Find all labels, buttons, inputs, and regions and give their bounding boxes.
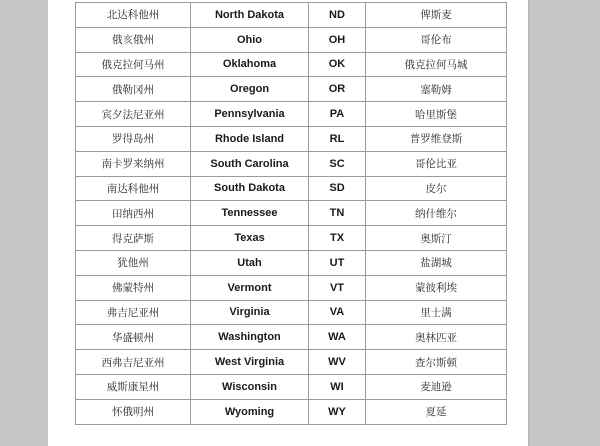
table-row bbox=[76, 250, 507, 275]
state-abbreviation: UT bbox=[309, 250, 366, 275]
state-capital-chinese: 麦迪逊 bbox=[366, 374, 507, 399]
state-name-chinese: 南卡罗来纳州 bbox=[76, 151, 191, 176]
state-name-chinese: 宾夕法尼亚州 bbox=[76, 102, 191, 127]
table-row bbox=[76, 374, 507, 399]
state-name-chinese: 威斯康星州 bbox=[76, 374, 191, 399]
state-abbreviation: TN bbox=[309, 201, 366, 226]
state-abbreviation: VA bbox=[309, 300, 366, 325]
state-name-english: Virginia bbox=[191, 300, 309, 325]
state-capital-chinese: 俾斯麦 bbox=[366, 3, 507, 28]
state-capital-chinese: 纳什维尔 bbox=[366, 201, 507, 226]
table-row bbox=[76, 151, 507, 176]
state-abbreviation: RL bbox=[309, 126, 366, 151]
state-capital-chinese: 查尔斯顿 bbox=[366, 350, 507, 375]
state-name-chinese: 田纳西州 bbox=[76, 201, 191, 226]
table-row bbox=[76, 126, 507, 151]
state-abbreviation: SC bbox=[309, 151, 366, 176]
state-name-english: Washington bbox=[191, 325, 309, 350]
table-row bbox=[76, 201, 507, 226]
state-capital-chinese: 俄克拉何马城 bbox=[366, 52, 507, 77]
table-row bbox=[76, 226, 507, 251]
state-capital-chinese: 里士满 bbox=[366, 300, 507, 325]
state-abbreviation: OK bbox=[309, 52, 366, 77]
state-capital-chinese: 夏延 bbox=[366, 399, 507, 424]
state-capital-chinese: 哈里斯堡 bbox=[366, 102, 507, 127]
state-capital-chinese: 普罗维登斯 bbox=[366, 126, 507, 151]
state-abbreviation: SD bbox=[309, 176, 366, 201]
state-capital-chinese: 奥林匹亚 bbox=[366, 325, 507, 350]
state-name-english: West Virginia bbox=[191, 350, 309, 375]
state-name-chinese: 罗得岛州 bbox=[76, 126, 191, 151]
table-row bbox=[76, 176, 507, 201]
state-name-english: Oregon bbox=[191, 77, 309, 102]
document-page bbox=[48, 0, 530, 446]
state-name-english: Wyoming bbox=[191, 399, 309, 424]
state-name-english: South Dakota bbox=[191, 176, 309, 201]
state-name-chinese: 得克萨斯 bbox=[76, 226, 191, 251]
table-row bbox=[76, 325, 507, 350]
state-abbreviation: ND bbox=[309, 3, 366, 28]
table-row bbox=[76, 77, 507, 102]
table-row bbox=[76, 275, 507, 300]
state-abbreviation: OR bbox=[309, 77, 366, 102]
us-states-table-body bbox=[76, 3, 507, 425]
table-row bbox=[76, 300, 507, 325]
table-row bbox=[76, 102, 507, 127]
state-name-english: Wisconsin bbox=[191, 374, 309, 399]
state-name-english: Tennessee bbox=[191, 201, 309, 226]
state-name-english: Ohio bbox=[191, 27, 309, 52]
page-edge-shadow bbox=[528, 0, 530, 446]
state-name-english: North Dakota bbox=[191, 3, 309, 28]
state-capital-chinese: 塞勒姆 bbox=[366, 77, 507, 102]
state-capital-chinese: 哥伦比亚 bbox=[366, 151, 507, 176]
table-row bbox=[76, 3, 507, 28]
state-abbreviation: WA bbox=[309, 325, 366, 350]
state-capital-chinese: 蒙彼利埃 bbox=[366, 275, 507, 300]
state-abbreviation: VT bbox=[309, 275, 366, 300]
state-name-chinese: 怀俄明州 bbox=[76, 399, 191, 424]
table-row bbox=[76, 399, 507, 424]
state-capital-chinese: 皮尔 bbox=[366, 176, 507, 201]
state-name-chinese: 俄亥俄州 bbox=[76, 27, 191, 52]
state-name-chinese: 佛蒙特州 bbox=[76, 275, 191, 300]
state-name-chinese: 弗吉尼亚州 bbox=[76, 300, 191, 325]
table-row bbox=[76, 52, 507, 77]
state-abbreviation: PA bbox=[309, 102, 366, 127]
table-row bbox=[76, 27, 507, 52]
state-abbreviation: WY bbox=[309, 399, 366, 424]
state-name-chinese: 北达科他州 bbox=[76, 3, 191, 28]
state-abbreviation: OH bbox=[309, 27, 366, 52]
state-name-english: Texas bbox=[191, 226, 309, 251]
state-name-english: South Carolina bbox=[191, 151, 309, 176]
state-name-chinese: 犹他州 bbox=[76, 250, 191, 275]
state-name-chinese: 俄克拉何马州 bbox=[76, 52, 191, 77]
state-capital-chinese: 奥斯汀 bbox=[366, 226, 507, 251]
state-abbreviation: WV bbox=[309, 350, 366, 375]
state-name-chinese: 华盛顿州 bbox=[76, 325, 191, 350]
state-name-english: Pennsylvania bbox=[191, 102, 309, 127]
state-capital-chinese: 盐湖城 bbox=[366, 250, 507, 275]
state-name-chinese: 俄勒冈州 bbox=[76, 77, 191, 102]
state-name-english: Oklahoma bbox=[191, 52, 309, 77]
state-name-chinese: 西弗吉尼亚州 bbox=[76, 350, 191, 375]
state-capital-chinese: 哥伦布 bbox=[366, 27, 507, 52]
state-name-english: Rhode Island bbox=[191, 126, 309, 151]
state-name-chinese: 南达科他州 bbox=[76, 176, 191, 201]
state-abbreviation: WI bbox=[309, 374, 366, 399]
state-name-english: Utah bbox=[191, 250, 309, 275]
table-row bbox=[76, 350, 507, 375]
us-states-table bbox=[75, 2, 507, 425]
state-name-english: Vermont bbox=[191, 275, 309, 300]
state-abbreviation: TX bbox=[309, 226, 366, 251]
